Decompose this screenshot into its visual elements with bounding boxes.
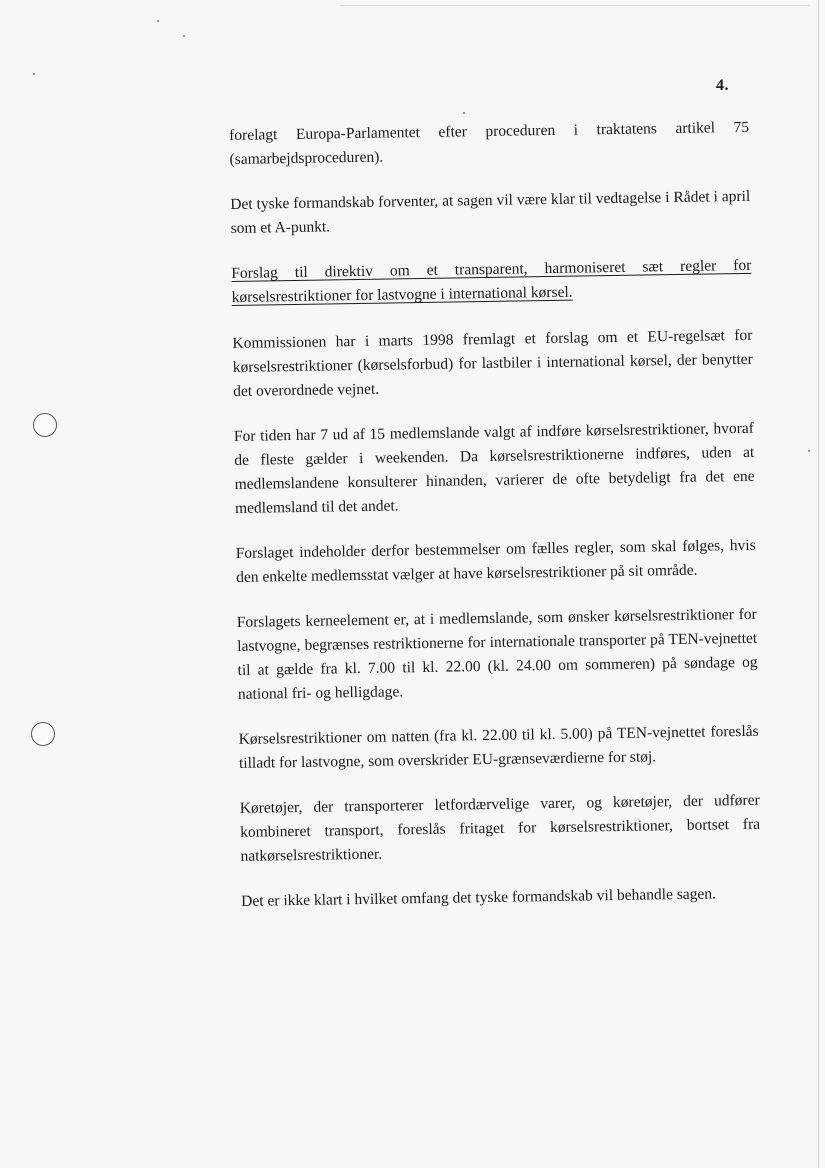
paragraph-expectation: Det tyske formandskab forventer, at sagen vil være klar til vedtagelse i Rådet i april som et A-punkt. bbox=[230, 187, 751, 237]
punch-hole-icon bbox=[31, 722, 55, 746]
paragraph-conclusion: Det er ikke klart i hvilket omfang det tyske formandskab vil behandle sagen. bbox=[241, 885, 717, 910]
page-number: 4. bbox=[716, 77, 729, 94]
paragraph-common-rules: Forslaget indeholder derfor bestemmelser om fælles regler, som skal følges, hvis den enkelte medlemsstat vælger at have kørselsrestriktioner på sit område. bbox=[235, 536, 756, 586]
scan-edge-top-line bbox=[340, 5, 810, 6]
paragraph-member-states: For tiden har 7 ud af 15 medlemslande valgt af indføre kørselsrestriktioner, hvoraf de fleste gælder i weekenden. Da kørselsrestriktionerne indføres, uden at medlemslandene konsulterer hinanden, varierer de ofte betydeligt fra det ene medlemsland til det andet. bbox=[233, 419, 755, 517]
scan-speck bbox=[463, 112, 465, 114]
paragraph-proposal: Kommissionen har i marts 1998 fremlagt et forslag om et EU-regelsæt for kørselsrestriktioner (kørselsforbud) for lastbiler i international kørsel, der benytter det overordnede vejnet. bbox=[232, 326, 753, 400]
paragraph-core-element: Forslagets kerneelement er, at i medlemslande, som ønsker kørselsrestriktioner for lastvogne, begrænses restriktionerne for internationale transporter på TEN-vejnettet til at gælde fra kl. 7.00 til kl. 22.00 (kl. 24.00 om sommeren) på søndage og national fri- og helligdage. bbox=[236, 605, 758, 703]
section-heading: Forslag til direktiv om et transparent, harmoniseret sæt regler for kørselsrestriktioner for lastvogne i international kørsel. bbox=[231, 256, 752, 306]
paragraph-procedure: forelagt Europa-Parlamentet efter proceduren i traktatens artikel 75 (samarbejdsproceduren). bbox=[229, 118, 750, 168]
paragraph-exemptions: Køretøjer, der transporterer letfordærvelige varer, og køretøjer, der udfører kombineret transport, foreslås fritaget for kørselsrestriktioner, bortset fra natkørselsrestriktioner. bbox=[239, 791, 761, 865]
scan-speck bbox=[808, 450, 810, 452]
punch-hole-icon bbox=[33, 413, 57, 437]
scan-speck bbox=[157, 20, 159, 22]
scan-speck bbox=[33, 73, 35, 75]
scan-edge-line bbox=[818, 0, 819, 1168]
scan-speck bbox=[183, 35, 185, 37]
document-body bbox=[229, 116, 762, 935]
paragraph-night-restrictions: Kørselsrestriktioner om natten (fra kl. 22.00 til kl. 5.00) på TEN-vejnettet foreslås tilladt for lastvogne, som overskrider EU-grænseværdierne for støj. bbox=[238, 722, 759, 772]
